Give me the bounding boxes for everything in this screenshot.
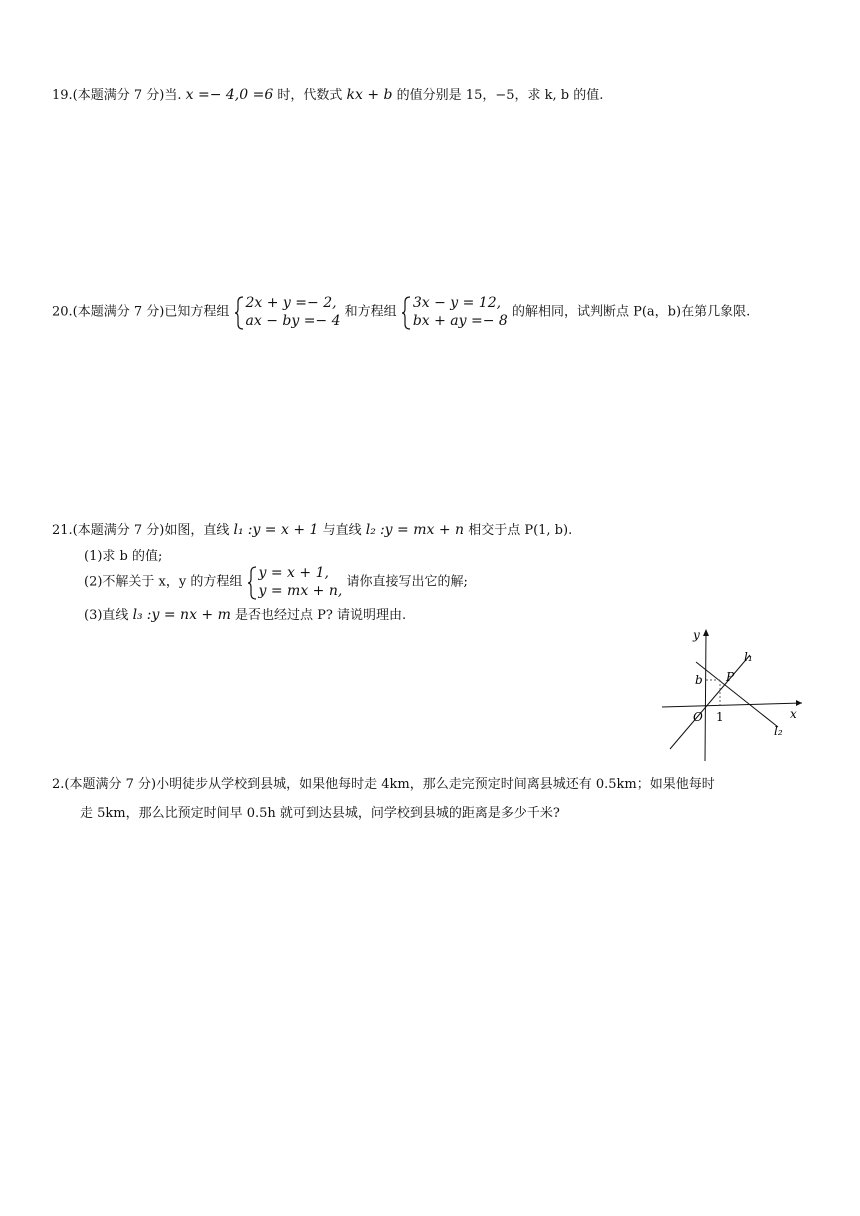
question-19 [52, 86, 603, 105]
question-21 [52, 521, 572, 540]
label-x: x [790, 707, 797, 721]
q21-sys-eq2: y = mx + n, [258, 583, 343, 599]
line-l1 [670, 655, 750, 749]
q21-l1-label: l₁ [233, 522, 244, 538]
q21-coordinate-figure [660, 625, 810, 765]
q21-l3-label: l₃ [132, 607, 143, 623]
q21-part-3 [84, 606, 406, 625]
q20-system-1 [234, 294, 341, 330]
q21-suffix: 相交于点 P(1, b). [468, 523, 573, 538]
y-axis-arrow-icon [703, 629, 709, 636]
q21-prefix: 21.(本题满分 7 分)如图，直线 [52, 523, 230, 538]
question-22-line-2 [80, 806, 560, 823]
q20-mid: 和方程组 [344, 304, 397, 320]
line-l2 [696, 662, 778, 727]
label-y: y [693, 628, 700, 642]
q21-part2-suffix: 请你直接写出它的解; [346, 574, 468, 590]
q22-line1: 2.(本题满分 7 分)小明徒步从学校到县城，如果他每时走 4km，那么走完预定时间离县城还有 0.5km；如果他每时 [52, 777, 715, 792]
brace-icon [234, 296, 244, 330]
q20-prefix: 20.(本题满分 7 分)已知方程组 [52, 304, 230, 320]
q19-suffix: 的值分别是 15，−5，求 k, b 的值. [396, 88, 604, 103]
q19-prefix: 19.(本题满分 7 分)当. [52, 88, 182, 103]
question-22-line-1 [52, 777, 715, 794]
q21-system [247, 564, 343, 600]
q21-part3-prefix: (3)直线 [84, 608, 129, 623]
q21-part2-prefix: (2)不解关于 x，y 的方程组 [84, 574, 243, 590]
q19-mid: 时，代数式 [277, 88, 343, 103]
q21-l1-equation: :y = x + 1 [247, 522, 319, 538]
label-P: P [726, 670, 735, 684]
x-axis-arrow-icon [796, 700, 802, 706]
q19-condition: x =− 4,0 =6 [185, 87, 274, 103]
q21-l2-label: l₂ [365, 522, 376, 538]
label-l2: l₂ [774, 724, 783, 738]
y-axis [705, 631, 706, 761]
label-tick-1: 1 [716, 710, 724, 724]
brace-icon [401, 296, 411, 330]
brace-icon [247, 566, 257, 600]
q21-l2-equation: :y = mx + n [379, 522, 465, 538]
label-b: b [695, 673, 703, 687]
q21-part1-text: (1)求 b 的值; [84, 549, 163, 564]
q21-part-2 [84, 564, 468, 600]
q20-sys2-eq1: 3x − y = 12, [412, 295, 502, 311]
q19-expression: kx + b [346, 87, 393, 103]
q21-l3-equation: :y = nx + m [146, 607, 231, 623]
q22-line2: 走 5km，那么比预定时间早 0.5h 就可到达县城，问学校到县城的距离是多少千米? [80, 806, 560, 821]
x-axis [662, 703, 802, 707]
label-origin: O [693, 710, 703, 724]
q20-sys1-eq2: ax − by =− 4 [245, 313, 341, 329]
q20-sys1-eq1: 2x + y =− 2, [245, 295, 337, 311]
q20-system-2 [401, 294, 508, 330]
q21-part3-suffix: 是否也经过点 P? 请说明理由. [235, 608, 407, 623]
q21-sys-eq1: y = x + 1, [258, 565, 329, 581]
label-l1: l₁ [744, 650, 753, 664]
q20-sys2-eq2: bx + ay =− 8 [412, 313, 508, 329]
q20-suffix: 的解相同，试判断点 P(a，b)在第几象限. [511, 304, 751, 320]
question-20 [52, 294, 750, 330]
q21-mid: 与直线 [322, 523, 362, 538]
